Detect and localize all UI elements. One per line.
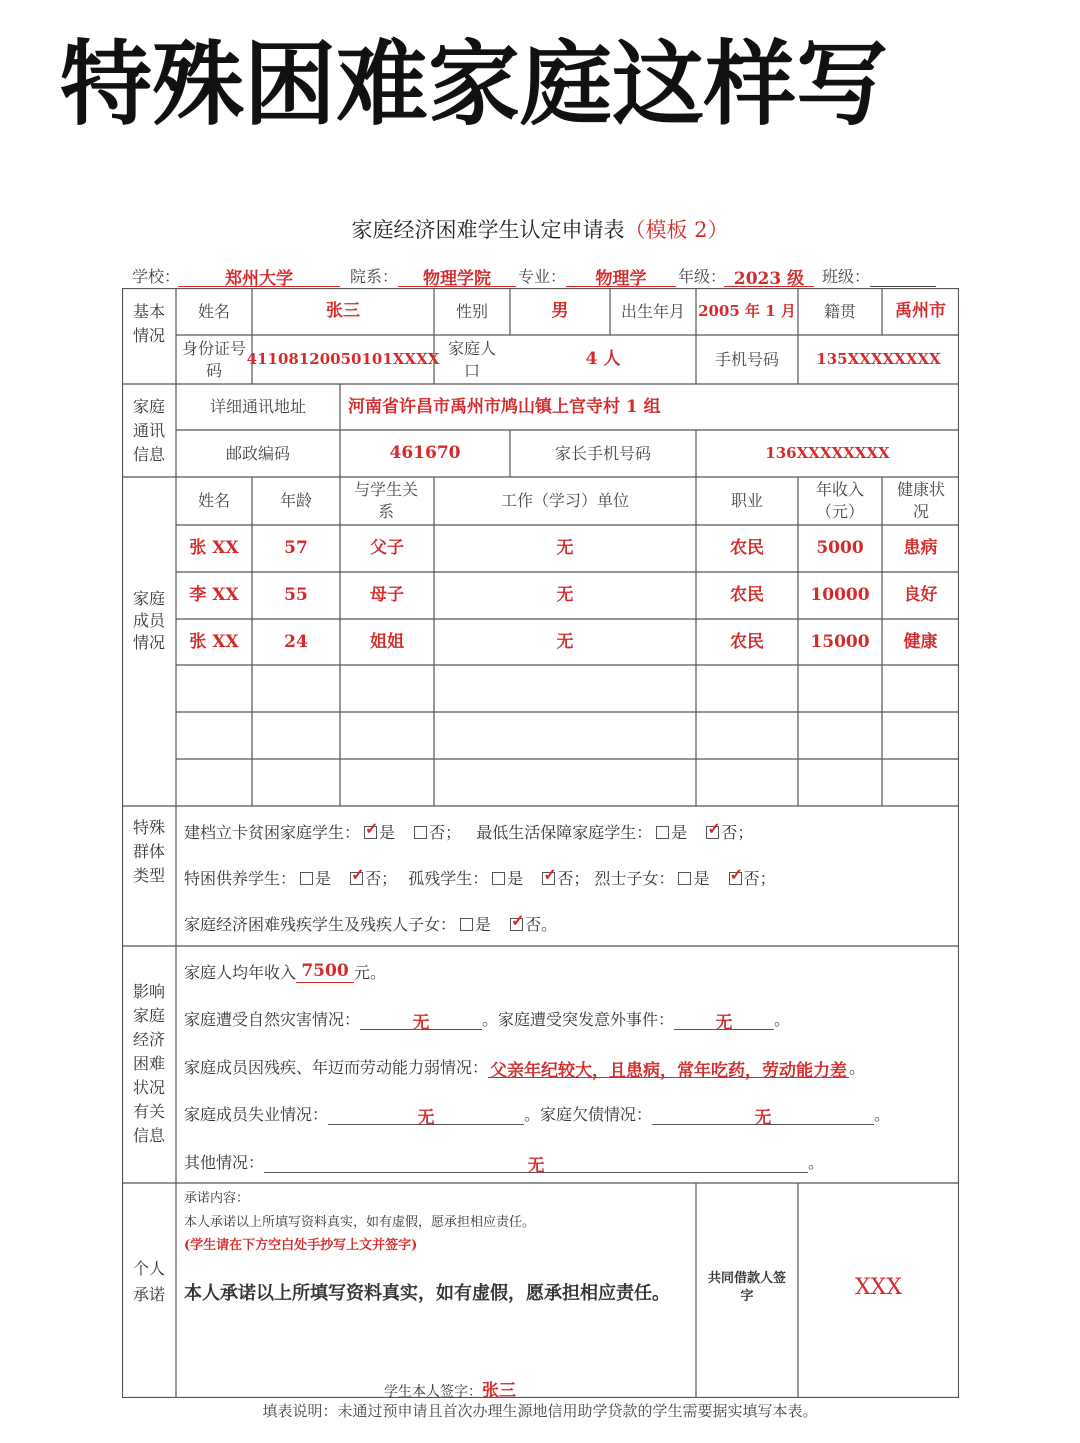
min-living-no-text: 否； bbox=[721, 823, 754, 842]
gender-label: 性别 bbox=[455, 301, 488, 321]
member-3-name: 张 XX bbox=[189, 631, 239, 652]
poverty-file-yes-checkbox[interactable] bbox=[364, 826, 377, 839]
form-meta-row bbox=[122, 260, 962, 290]
other-value[interactable]: 无 bbox=[264, 1151, 808, 1173]
gender-value: 男 bbox=[551, 301, 569, 322]
section-basic-label: 基本情况 bbox=[132, 302, 165, 345]
phone-value: 135XXXXXXXX bbox=[816, 350, 941, 369]
section-contact-label: 家庭通讯信息 bbox=[132, 397, 165, 464]
income-line bbox=[184, 960, 386, 983]
disaster-value[interactable]: 无 bbox=[360, 1008, 482, 1030]
member-3-relation: 姐姐 bbox=[370, 631, 404, 652]
special-care-yes-checkbox[interactable] bbox=[300, 872, 313, 885]
disabled-student-yes-text: 是 bbox=[475, 915, 492, 934]
min-living-yes-checkbox[interactable] bbox=[656, 826, 669, 839]
member-2-health: 良好 bbox=[903, 585, 938, 606]
martyr-children-yes-text: 是 bbox=[693, 869, 710, 888]
form-title-text: 家庭经济困难学生认定申请表 bbox=[351, 218, 625, 242]
poverty-file-no-text: 否； bbox=[429, 823, 462, 842]
poverty-file-yes-text: 是 bbox=[379, 823, 396, 842]
form-title bbox=[0, 214, 1080, 244]
members-header-relation: 与学生关系 bbox=[354, 480, 419, 521]
members-header-income: 年收入（元） bbox=[815, 480, 864, 521]
parent-phone-label: 家长手机号码 bbox=[554, 443, 651, 463]
orphan-disabled-yes-checkbox[interactable] bbox=[492, 872, 505, 885]
members-header-health: 健康状况 bbox=[896, 480, 945, 521]
disaster-line bbox=[184, 1007, 791, 1033]
parent-phone-value: 136XXXXXXXX bbox=[765, 444, 890, 463]
student-sign-label: 学生本人签字： bbox=[384, 1384, 482, 1400]
special-care-label: 特困供养学生： bbox=[184, 869, 297, 888]
labor-label: 家庭成员因残疾、年迈而劳动能力弱情况： bbox=[184, 1058, 489, 1077]
birth-value: 2005 年 1 月 bbox=[698, 302, 796, 321]
income-unit: 元。 bbox=[354, 963, 387, 982]
form-footnote: 填表说明：未通过预申请且首次办理生源地信用助学贷款的学生需要据实填写本表。 bbox=[262, 1402, 818, 1420]
orphan-disabled-no-checkbox[interactable] bbox=[542, 872, 555, 885]
special-care-no-checkbox[interactable] bbox=[350, 872, 363, 885]
member-1-name: 张 XX bbox=[189, 538, 239, 559]
member-1-age: 57 bbox=[284, 538, 308, 559]
special-line-2 bbox=[184, 866, 776, 889]
class-label: 班级： bbox=[822, 267, 871, 286]
special-care-yes-text: 是 bbox=[315, 869, 332, 888]
member-1-income: 5000 bbox=[816, 538, 864, 559]
name-label: 姓名 bbox=[197, 301, 230, 321]
labor-value[interactable]: 父亲年纪较大，且患病，常年吃药，劳动能力差 bbox=[488, 1056, 849, 1078]
labor-period: 。 bbox=[849, 1058, 866, 1077]
postcode-label: 邮政编码 bbox=[225, 443, 290, 463]
family-size-value: 4 人 bbox=[585, 349, 621, 370]
member-3-health: 健康 bbox=[903, 631, 938, 652]
postcode-value: 461670 bbox=[389, 443, 461, 464]
promise-content: 本人承诺以上所填写资料真实，如有虚假，愿承担相应责任。 bbox=[184, 1215, 536, 1230]
members-header-age: 年龄 bbox=[279, 491, 312, 511]
min-living-label: 最低生活保障家庭学生： bbox=[476, 823, 653, 842]
dept-label: 院系： bbox=[350, 267, 399, 286]
section-members-label: 家庭成员情况 bbox=[132, 589, 165, 652]
orphan-disabled-no-text: 否； bbox=[557, 869, 590, 888]
promise-content-label: 承诺内容： bbox=[184, 1191, 250, 1206]
address-label: 详细通讯地址 bbox=[209, 397, 306, 417]
grade-label: 年级： bbox=[678, 267, 727, 286]
id-value: 41108120050101XXXX bbox=[246, 350, 440, 369]
school-label: 学校： bbox=[132, 267, 181, 286]
unemploy-value[interactable]: 无 bbox=[328, 1103, 524, 1125]
name-value: 张三 bbox=[326, 301, 360, 322]
section-impact-label: 影响家庭经济困难状况有关信息 bbox=[132, 982, 165, 1145]
min-living-yes-text: 是 bbox=[671, 823, 688, 842]
form-template-tag: （模板 2） bbox=[624, 218, 729, 242]
section-promise-label: 个人承诺 bbox=[132, 1259, 165, 1304]
accident-value[interactable]: 无 bbox=[674, 1008, 774, 1030]
birth-label: 出生年月 bbox=[620, 301, 685, 321]
disaster-period: 。 bbox=[774, 1010, 791, 1029]
member-2-name: 李 XX bbox=[189, 585, 239, 606]
min-living-no-checkbox[interactable] bbox=[706, 826, 719, 839]
unemploy-line bbox=[184, 1102, 891, 1128]
co-borrower-label: 共同借款人签字 bbox=[707, 1271, 786, 1304]
martyr-children-yes-checkbox[interactable] bbox=[678, 872, 691, 885]
member-2-workplace: 无 bbox=[556, 585, 574, 606]
major-value: 物理学 bbox=[566, 264, 676, 287]
martyr-children-no-checkbox[interactable] bbox=[729, 872, 742, 885]
promise-handwritten[interactable]: 本人承诺以上所填写资料真实，如有虚假，愿承担相应责任。 bbox=[184, 1283, 670, 1304]
class-value-blank bbox=[870, 264, 936, 287]
member-3-income: 15000 bbox=[810, 631, 870, 652]
origin-value: 禹州市 bbox=[895, 301, 946, 322]
section-special-label: 特殊群体类型 bbox=[132, 818, 165, 885]
labor-line bbox=[184, 1055, 866, 1081]
member-3-age: 24 bbox=[284, 631, 308, 652]
member-1-occupation: 农民 bbox=[730, 538, 764, 559]
accident-label: 。家庭遭受突发意外事件： bbox=[482, 1010, 675, 1029]
member-1-workplace: 无 bbox=[556, 538, 574, 559]
origin-label: 籍贯 bbox=[823, 301, 856, 321]
income-value[interactable]: 7500 bbox=[296, 961, 354, 983]
debt-value[interactable]: 无 bbox=[652, 1103, 874, 1125]
other-label: 其他情况： bbox=[184, 1153, 265, 1172]
id-label: 身份证号码 bbox=[181, 338, 246, 380]
special-line-3 bbox=[184, 912, 557, 935]
address-value: 河南省许昌市禹州市鸠山镇上官寺村 1 组 bbox=[348, 396, 661, 417]
income-label: 家庭人均年收入 bbox=[184, 963, 297, 982]
disaster-label: 家庭遭受自然灾害情况： bbox=[184, 1010, 361, 1029]
members-header-name: 姓名 bbox=[197, 491, 230, 511]
poverty-file-label: 建档立卡贫困家庭学生： bbox=[184, 823, 361, 842]
poverty-file-no-checkbox[interactable] bbox=[414, 826, 427, 839]
unemploy-label: 家庭成员失业情况： bbox=[184, 1105, 329, 1124]
disabled-student-yes-checkbox[interactable] bbox=[460, 918, 473, 931]
member-2-occupation: 农民 bbox=[730, 585, 764, 606]
co-borrower-signature[interactable]: XXX bbox=[855, 1275, 902, 1301]
family-size-label: 家庭人口 bbox=[447, 338, 496, 380]
special-line-1 bbox=[184, 820, 753, 843]
dept-value: 物理学院 bbox=[398, 264, 516, 287]
martyr-children-no-text: 否； bbox=[743, 869, 776, 888]
other-period: 。 bbox=[808, 1153, 825, 1172]
member-3-workplace: 无 bbox=[556, 631, 574, 652]
disabled-student-no-text: 否。 bbox=[525, 915, 558, 934]
members-header-occupation: 职业 bbox=[730, 491, 763, 511]
orphan-disabled-yes-text: 是 bbox=[507, 869, 524, 888]
member-3-occupation: 农民 bbox=[730, 631, 764, 652]
martyr-children-label: 烈士子女： bbox=[594, 869, 675, 888]
member-2-relation: 母子 bbox=[370, 585, 404, 606]
disabled-student-no-checkbox[interactable] bbox=[510, 918, 523, 931]
school-value: 郑州大学 bbox=[178, 264, 340, 287]
members-header-workplace: 工作（学习）单位 bbox=[500, 491, 629, 511]
debt-period: 。 bbox=[874, 1105, 891, 1124]
member-2-age: 55 bbox=[284, 585, 308, 606]
orphan-disabled-label: 孤残学生： bbox=[408, 869, 489, 888]
grade-value: 2023 级 bbox=[724, 264, 814, 287]
student-signature[interactable]: 张三 bbox=[482, 1381, 516, 1401]
banner-title: 特殊困难家庭这样写 bbox=[60, 31, 889, 138]
major-label: 专业： bbox=[518, 267, 567, 286]
other-line bbox=[184, 1150, 825, 1176]
application-form-table bbox=[122, 288, 959, 1401]
member-1-health: 患病 bbox=[903, 538, 938, 559]
student-signature-line bbox=[384, 1376, 516, 1401]
member-2-income: 10000 bbox=[810, 585, 870, 606]
debt-label: 。家庭欠债情况： bbox=[524, 1105, 653, 1124]
phone-label: 手机号码 bbox=[714, 349, 779, 369]
disabled-student-label: 家庭经济困难残疾学生及残疾人子女： bbox=[184, 915, 457, 934]
member-1-relation: 父子 bbox=[370, 538, 404, 559]
special-care-no-text: 否； bbox=[365, 869, 398, 888]
promise-instruction: (学生请在下方空白处手抄写上文并签字) bbox=[184, 1238, 418, 1253]
